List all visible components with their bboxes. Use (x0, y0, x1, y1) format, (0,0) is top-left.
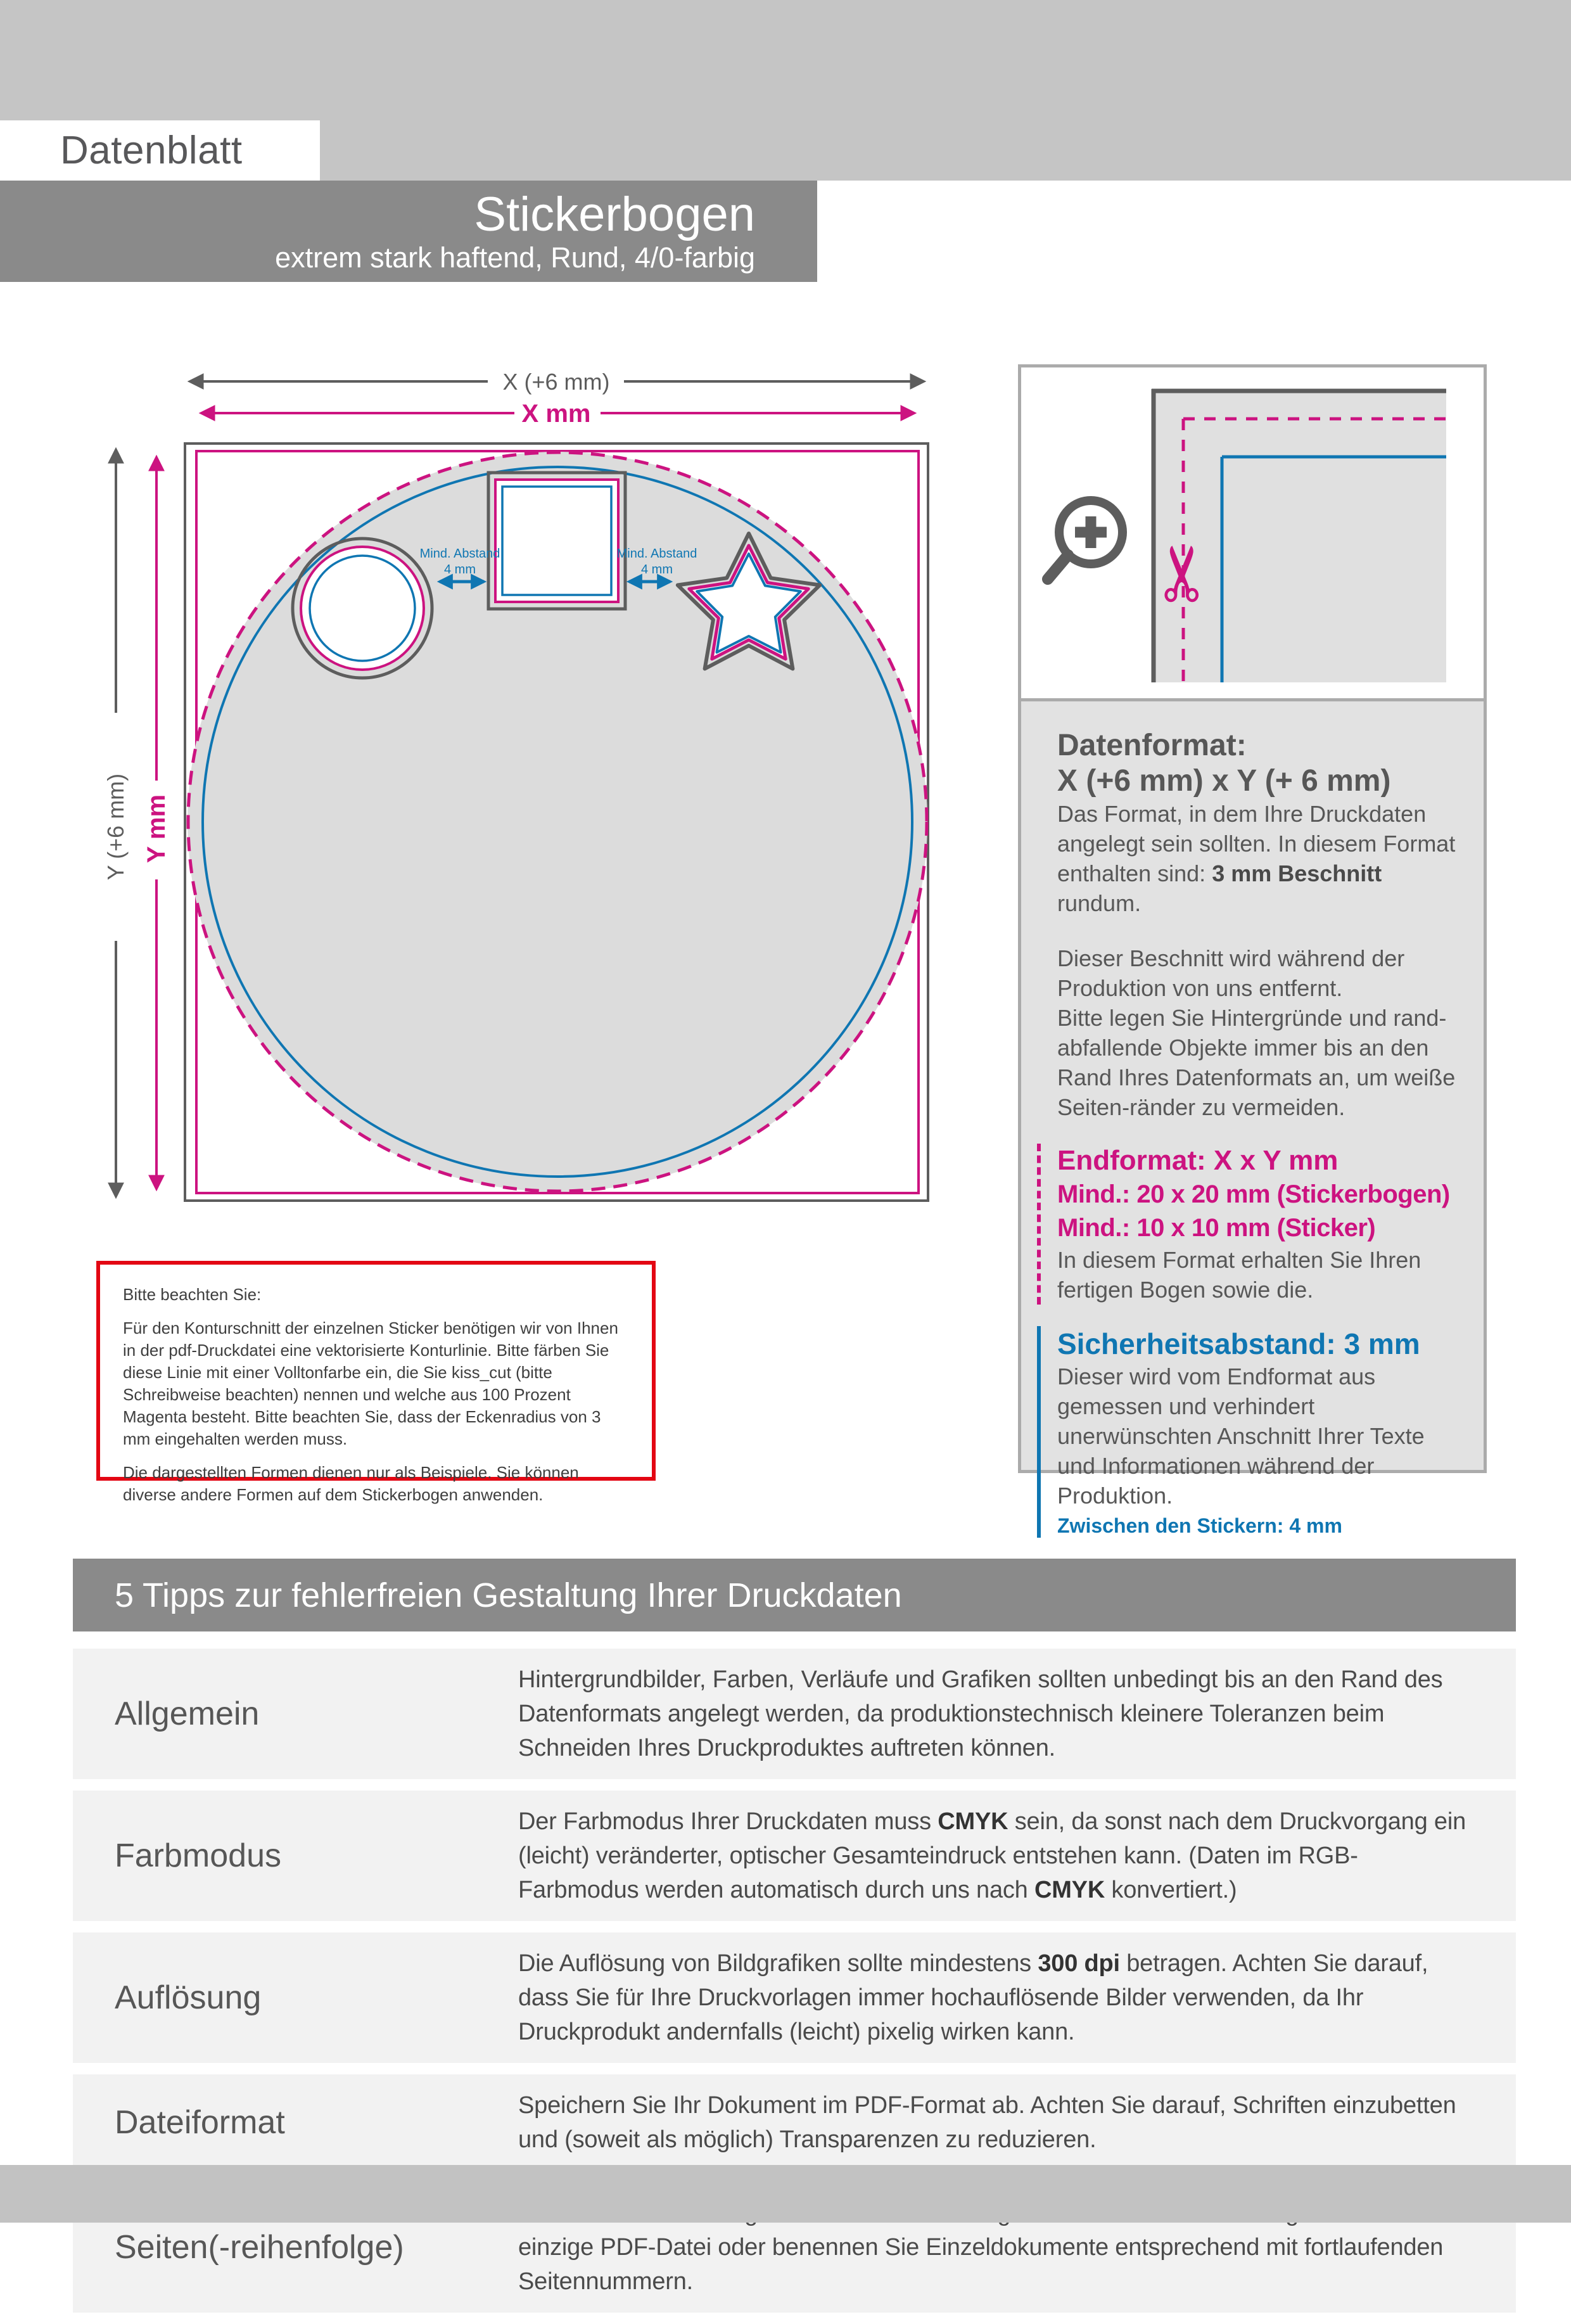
tip-body: Der Farbmodus Ihrer Druckdaten muss CMYK sein, da sonst nach dem Druckvorgang ein (leicht) veränderter, optischer Gesamteindruck entstehen kann. (Daten im RGB-Farbmodus werden automatisch durch uns nach CMYK konvertiert.) (518, 1808, 1466, 1903)
tip-row (73, 2074, 1516, 2171)
svg-text:Mind. Abstand: Mind. Abstand (616, 547, 697, 561)
dataformat-heading: Datenformat: (1057, 729, 1247, 762)
tip-body: Die Auflösung von Bildgrafiken sollte mindestens 300 dpi betragen. Achten Sie darauf, dass Sie für Ihre Druckvorlagen immer hochauflösende Bilder verwenden, da Ihr Druckprodukt andernfalls (leicht) pixelig wirken kann. (518, 1950, 1428, 2045)
corner-zoom-box (1018, 364, 1487, 701)
title-band (0, 181, 817, 282)
tips-title: 5 Tipps zur fehlerfreien Gestaltung Ihrer Druckdaten (115, 1576, 902, 1614)
example-sticker-square (488, 473, 625, 609)
safety-section (1037, 1326, 1458, 1538)
safety-note: Zwischen den Stickern: 4 mm (1057, 1514, 1342, 1537)
footer-band (0, 2165, 1571, 2223)
dim-x-inner-label: X mm (521, 400, 591, 428)
corner-zoom-graphic (1021, 367, 1484, 698)
svg-text:4 mm: 4 mm (641, 563, 673, 577)
safety-heading: Sicherheitsabstand: 3 mm (1057, 1327, 1420, 1360)
doc-label: Datenblatt (60, 129, 243, 172)
tip-row (73, 1791, 1516, 1921)
note-paragraph: Die dargestellten Formen dienen nur als Beispiele. Sie können diverse andere Formen auf dem Stickerbogen anwenden. (123, 1463, 579, 1504)
endformat-min-sticker: Mind.: 10 x 10 mm (Sticker) (1057, 1214, 1376, 1242)
endformat-min-sheet: Mind.: 20 x 20 mm (Stickerbogen) (1057, 1180, 1450, 1208)
tip-label: Farbmodus (115, 1837, 281, 1874)
note-box (96, 1261, 656, 1504)
format-info-panel (1018, 701, 1487, 1537)
tip-body: einzige PDF-Datei oder benennen Sie Einzeldokumente entsprechend mit fortlaufenden Seitennummern. (518, 2234, 1444, 2295)
dim-y-outer-label: Y (+6 mm) (103, 773, 129, 881)
tip-label: Seiten(-reihenfolge) (115, 2229, 404, 2266)
sheet-corner-fill (1152, 389, 1446, 682)
endformat-body: In diesem Format erhalten Sie Ihren fertigen Bogen sowie die. (1057, 1247, 1422, 1303)
dim-x-outer-label: X (+6 mm) (502, 369, 610, 395)
tip-body: Speichern Sie Ihr Dokument im PDF-Format ab. Achten Sie darauf, Schriften einzubetten und (soweit als möglich) Transparenzen zu reduzieren. (518, 2092, 1456, 2153)
dataformat-formula: X (+6 mm) x Y (+ 6 mm) (1057, 764, 1391, 798)
sticker-sheet-diagram (0, 342, 976, 1242)
product-title: Stickerbogen (474, 188, 755, 241)
tip-label: Allgemein (115, 1695, 260, 1732)
product-subtitle: extrem stark haftend, Rund, 4/0-farbig (275, 241, 755, 274)
note-intro: Bitte beachten Sie: (123, 1285, 262, 1304)
safety-body: Dieser wird vom Endformat aus gemessen und verhindert unerwünschten Anschnitt Ihrer Texte und Informationen während der Produktion. (1057, 1363, 1425, 1509)
note-paragraph: Für den Konturschnitt der einzelnen Sticker benötigen wir von Ihnen in der pdf-Druckdatei eine vektorisierte Konturlinie. Bitte färben Sie diese Linie mit einer Volltonfarbe ein, die Sie kiss_cut (bitte Schreibweise beachten) nennen und welche aus 100 Prozent Magenta besteht. Bitte beachten Sie, dass der Eckenradius von 3 mm eingehalten werden muss. (123, 1318, 618, 1448)
dataformat-section (1037, 728, 1458, 1122)
dataformat-paragraph: Das Format, in dem Ihre Druckdaten angelegt sein sollten. In diesem Format enthalten sind: 3 mm Beschnitt rundum. (1057, 801, 1456, 916)
svg-text:4 mm: 4 mm (444, 563, 476, 577)
example-sticker-circle (293, 539, 432, 678)
tips-header (73, 1559, 1516, 1631)
tip-body: Hintergrundbilder, Farben, Verläufe und Grafiken sollten unbedingt bis an den Rand des Datenformats angelegt werden, da produktionstechnisch kleinere Toleranzen beim Schneiden Ihres Druckproduktes auftreten können. (518, 1666, 1443, 1761)
tip-label: Auflösung (115, 1979, 262, 2016)
tip-row (73, 1649, 1516, 1779)
tip-row (73, 1932, 1516, 2063)
endformat-section (1037, 1144, 1458, 1305)
doc-label-box (0, 120, 320, 181)
magnifier-icon (1048, 501, 1123, 579)
scissors-icon: ✂ (1141, 541, 1226, 606)
dim-y-inner-label: Y mm (143, 794, 170, 864)
tip-label: Dateiformat (115, 2104, 285, 2141)
svg-text:Mind. Abstand: Mind. Abstand (419, 547, 500, 561)
dataformat-paragraph: Bitte legen Sie Hintergründe und rand-abfallende Objekte immer bis an den Rand Ihres Datenformats an, um weiße Seiten-ränder zu vermeiden. (1057, 1005, 1456, 1120)
endformat-heading: Endformat: X x Y mm (1057, 1145, 1339, 1176)
dataformat-paragraph: Dieser Beschnitt wird während der Produktion von uns entfernt. (1057, 945, 1405, 1001)
